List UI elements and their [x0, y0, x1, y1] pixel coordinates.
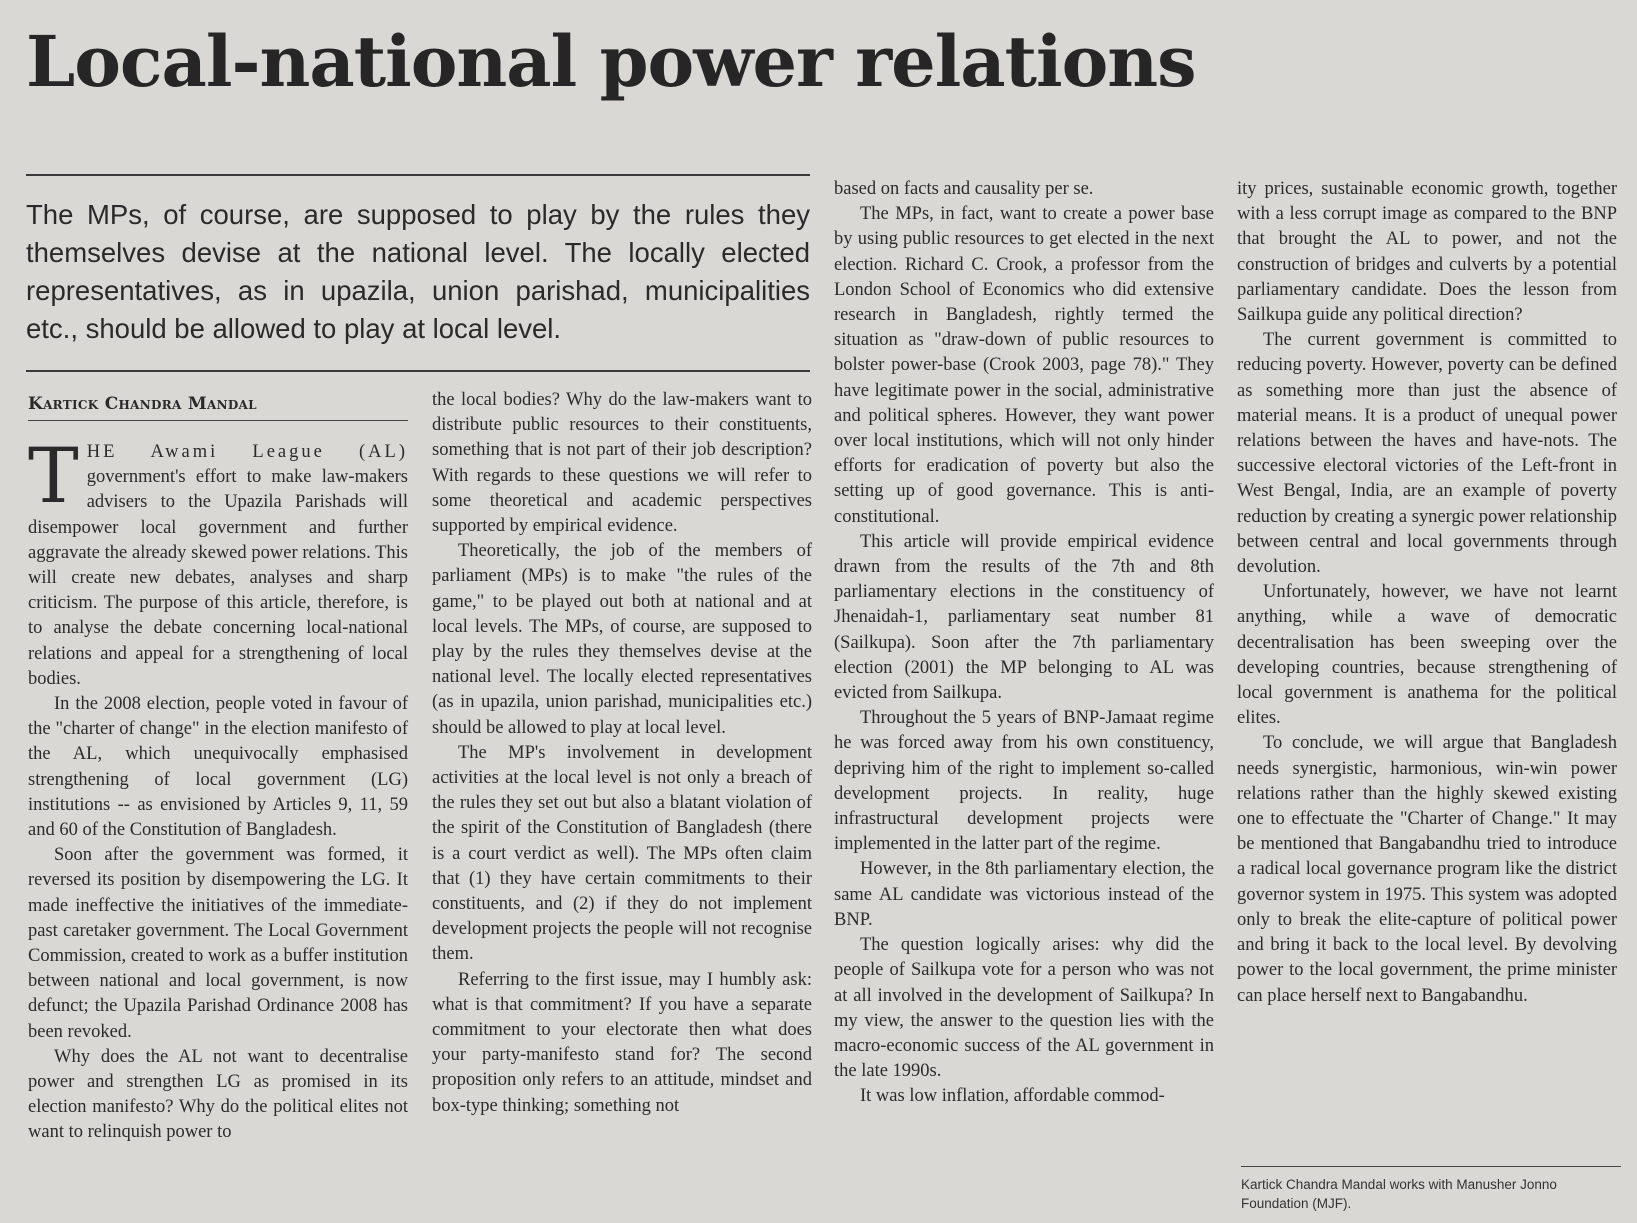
- paragraph: The MPs, in fact, want to create a power base by using public resources to get elected in the next election. Richard C. Crook, a professor from the London School of Economics who did extensive research in Bangladesh, rightly termed the situation as "draw-down of public resources to bolster power-base (Crook 2003, page 78)." They have legitimate power in the social, administrative and political spheres. However, they want power over local institutions, which will not only hinder efforts for eradication of poverty but also the setting up of good governance. This is anti-constitutional.: [834, 204, 1214, 527]
- paragraph-text: government's effort to make law-makers advisers to the Upazila Parishads will disempower local government and further aggravate the already skewed power relations. This will create new debates, analyses and sharp criticism. The purpose of this article, therefore, is to analyse the debate concerning local-national relations and appeal for a strengthening of local bodies.: [28, 467, 408, 689]
- paragraph: Soon after the government was formed, it reversed its position by disempowering the LG. It made ineffective the initiatives of the immediate-past caretaker government. The Local Government Commission, created to work as a buffer institution between national and local government, is now defunct; the Upazila Parishad Ordinance 2008 has been revoked.: [28, 845, 408, 1042]
- paragraph: Throughout the 5 years of BNP-Jamaat regime he was forced away from his own constituency, depriving him of the right to implement so-called development projects. In reality, huge infrastructural development projects were implemented in the latter part of the regime.: [834, 708, 1214, 855]
- paragraph: Theoretically, the job of the members of parliament (MPs) is to make "the rules of the game," to be played out both at national and at local levels. The MPs, of course, are supposed to play by the rules they themselves devise at the national level. The locally elected representatives (as in upazila, union parishad, municipalities etc.) should be allowed to play at local level.: [432, 541, 812, 738]
- paragraph: The MP's involvement in development activities at the local level is not only a breach of the rules they set out but also a blatant violation of the spirit of the Constitution of Bangladesh (there is a court verdict as well). The MPs often claim that (1) they have certain commitments to their constituents, and (2) if they do not implement development projects the people will not recognise them.: [432, 742, 812, 965]
- paragraph: Unfortunately, however, we have not learnt anything, while a wave of democratic decentralisation has been sweeping over the developing countries, because strengthening of local government is anathema for the political elites.: [1237, 582, 1617, 729]
- drop-cap: T: [28, 431, 79, 520]
- pull-quote-bottom-rule: [26, 370, 810, 372]
- article-column-3: [834, 177, 1214, 1110]
- lead-words: HE Awami League (AL): [86, 442, 408, 462]
- byline: Kartick Chandra Mandal: [28, 394, 408, 421]
- headline: Local-national power relations: [26, 20, 1196, 103]
- paragraph: ity prices, sustainable economic growth, together with a less corrupt image as compared to the BNP that brought the AL to power, and not the construction of bridges and culverts by a potential parliamentary candidate. Does the lesson from Sailkupa guide any political direction?: [1237, 179, 1617, 326]
- paragraph: To conclude, we will argue that Bangladesh needs synergistic, harmonious, win-win power relations rather than the highly skewed existing one to effectuate the "Charter of Change." It may be mentioned that Bangabandhu tried to introduce a radical local governance program like the district governor system in 1975. This system was adopted only to break the elite-capture of political power and bring it back to the local level. By devolving power to the local government, the prime minister can place herself next to Bangabandhu.: [1237, 733, 1617, 1006]
- article-column-2: [432, 388, 812, 1119]
- paragraph: The current government is committed to reducing poverty. However, poverty can be defined as something more than just the absence of material means. It is a product of unequal power relations between the haves and have-nots. The successive electoral victories of the Left-front in West Bengal, India, are an example of poverty reduction by creating a synergic power relationship between central and local governments through devolution.: [1237, 330, 1617, 578]
- paragraph: the local bodies? Why do the law-makers want to distribute public resources to their constituents, something that is not part of their job description? With regards to these questions we will refer to some theoretical and academic perspectives supported by empirical evidence.: [432, 390, 812, 537]
- paragraph: The question logically arises: why did the people of Sailkupa vote for a person who was not at all involved in the development of Sailkupa? In my view, the answer to the question lies with the macro-economic success of the AL government in the late 1990s.: [834, 935, 1214, 1082]
- paragraph: This article will provide empirical evidence drawn from the results of the 7th and 8th parliamentary elections in the constituency of Jhenaidah-1, parliamentary seat number 81 (Sailkupa). Soon after the 7th parliamentary election (2001) the MP belonging to AL was evicted from Sailkupa.: [834, 531, 1214, 704]
- paragraph: It was low inflation, affordable commod-: [860, 1086, 1165, 1107]
- article-column-1: [28, 431, 408, 1146]
- paragraph: based on facts and causality per se.: [834, 179, 1094, 199]
- paragraph: [28, 431, 408, 692]
- author-footnote: Kartick Chandra Mandal works with Manusher Jonno Foundation (MJF).: [1241, 1166, 1621, 1213]
- paragraph: In the 2008 election, people voted in favour of the "charter of change" in the election manifesto of the AL, which unequivocally emphasised strengthening of local government (LG) institutions -- as envisioned by Articles 9, 11, 59 and 60 of the Constitution of Bangladesh.: [28, 694, 408, 841]
- article-column-4: [1237, 177, 1617, 1009]
- paragraph: Referring to the first issue, may I humbly ask: what is that commitment? If you have a separate commitment to your electorate then what does your party-manifesto stand for? The second proposition only refers to an attitude, mindset and box-type thinking; something not: [432, 969, 812, 1116]
- pull-quote-top-rule: [26, 174, 810, 176]
- paragraph: Why does the AL not want to decentralise power and strengthen LG as promised in its election manifesto? Why do the political elites not want to relinquish power to: [28, 1046, 408, 1143]
- pull-quote: The MPs, of course, are supposed to play by the rules they themselves devise at the national level. The locally elected representatives, as in upazila, union parishad, municipalities etc., should be allowed to play at local level.: [26, 199, 810, 344]
- paragraph: However, in the 8th parliamentary election, the same AL candidate was victorious instead of the BNP.: [834, 859, 1214, 930]
